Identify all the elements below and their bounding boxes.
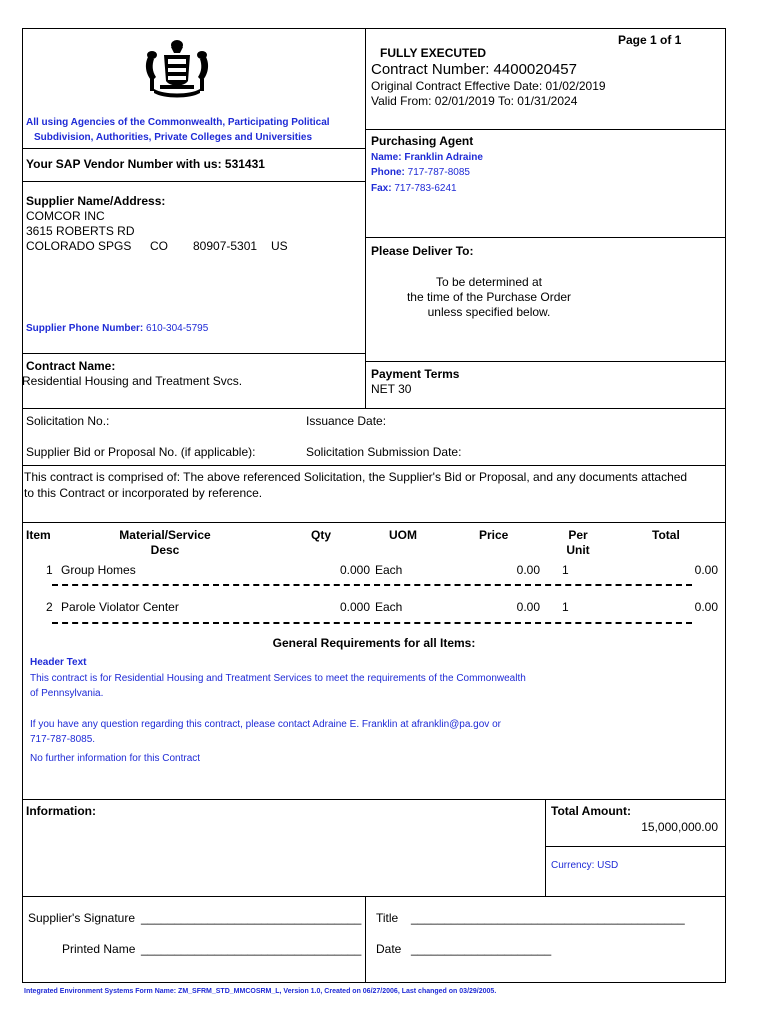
header-text-label: Header Text: [30, 657, 87, 668]
supplier-street: 3615 ROBERTS RD: [26, 224, 135, 238]
general-p2-line-1: If you have any question regarding this contract, please contact Adraine E. Franklin at afranklin@pa.gov or: [30, 719, 501, 730]
divider-currency: [545, 846, 725, 847]
form-border-bottom: [22, 982, 726, 983]
supplier-phone: [26, 323, 208, 334]
signature-label: Supplier's Signature: [28, 911, 136, 925]
form-border-right: [725, 28, 726, 983]
row-2-qty: 0.000: [339, 600, 370, 614]
supplier-phone-label: Supplier Phone Number:: [26, 323, 144, 334]
row-1-qty: 0.000: [339, 563, 370, 577]
supplier-city: COLORADO SPGS: [26, 239, 132, 253]
original-effective-date: Original Contract Effective Date: 01/02/2019: [371, 79, 606, 93]
agent-name-value: Franklin Adraine: [404, 152, 483, 163]
sap-vendor-number: Your SAP Vendor Number with us: 531431: [26, 157, 265, 171]
printed-name-label: Printed Name: [62, 942, 136, 956]
contract-name-value: Residential Housing and Treatment Svcs.: [22, 374, 243, 388]
agent-phone-label: Phone:: [371, 167, 405, 178]
signature-line: _________________________________: [141, 911, 362, 925]
divider-vendor-supplier: [22, 181, 365, 182]
divider-items-header: [22, 522, 726, 523]
row-2-no: 2: [46, 600, 53, 614]
divider-total-amount: [545, 799, 546, 896]
supplier-country: US: [271, 239, 288, 253]
valid-dates: Valid From: 02/01/2019 To: 01/31/2024: [371, 94, 578, 108]
purchasing-agent-title: Purchasing Agent: [371, 134, 474, 148]
status-label: FULLY EXECUTED: [380, 46, 487, 60]
divider-solicitation: [22, 408, 726, 409]
agent-name-label: Name:: [371, 152, 402, 163]
col-header-uom: UOM: [389, 528, 417, 542]
contract-name-label: Contract Name:: [26, 359, 116, 373]
deliver-title: Please Deliver To:: [371, 244, 474, 258]
agent-phone-value: 717-787-8085: [407, 167, 470, 178]
col-header-desc-2: Desc: [150, 543, 180, 557]
row-1-no: 1: [46, 563, 53, 577]
agent-fax-value: 717-783-6241: [394, 183, 457, 194]
row-1-total: 0.00: [694, 563, 718, 577]
payment-terms-value: NET 30: [371, 382, 412, 396]
col-header-per-2: Unit: [566, 543, 590, 557]
agencies-line-1: All using Agencies of the Commonwealth, Participating Political: [26, 117, 330, 128]
row-2-per: 1: [562, 600, 569, 614]
general-requirements-title: General Requirements for all Items:: [272, 636, 476, 650]
row-1-uom: Each: [375, 563, 403, 577]
agent-phone: [371, 167, 470, 178]
date-line: _____________________: [411, 942, 552, 956]
title-line: _________________________________________: [411, 911, 685, 925]
deliver-line-2: the time of the Purchase Order: [406, 290, 572, 304]
row-2-uom: Each: [375, 600, 403, 614]
supplier-phone-value: 610-304-5795: [146, 323, 209, 334]
col-header-total: Total: [652, 528, 680, 542]
supplier-title: Supplier Name/Address:: [26, 194, 166, 208]
divider-signature: [22, 896, 726, 897]
divider-agencies-vendor: [22, 148, 365, 149]
general-p3: No further information for this Contract: [30, 753, 201, 764]
information-label: Information:: [26, 804, 96, 818]
row-2-total: 0.00: [694, 600, 718, 614]
form-footer: Integrated Environment Systems Form Name: ZM_SFRM_STD_MMCOSRM_L, Version 1.0, Created on 06/27/2006, Last changed on 03/29/2005.: [24, 988, 497, 995]
issuance-date: Issuance Date:: [306, 414, 387, 428]
total-amount-value: 15,000,000.00: [641, 820, 718, 834]
row-2-desc: Parole Violator Center: [61, 600, 179, 614]
deliver-line-1: To be determined at: [435, 275, 543, 289]
divider-signature-middle: [365, 896, 366, 982]
general-p1-line-2: of Pennsylvania.: [30, 688, 104, 699]
general-p1-line-1: This contract is for Residential Housing and Treatment Services to meet the requirements of the Commonwealth: [30, 673, 526, 684]
top-section-divider: [365, 28, 366, 408]
contract-number: Contract Number: 4400020457: [371, 61, 577, 78]
form-border-left: [22, 28, 23, 983]
col-header-item: Item: [26, 528, 51, 542]
divider-comprised: [22, 465, 726, 466]
divider-information: [22, 799, 726, 800]
total-amount-label: Total Amount:: [551, 804, 631, 818]
divider-agent-deliver: [365, 237, 725, 238]
supplier-name: COMCOR INC: [26, 209, 105, 223]
deliver-line-3: unless specified below.: [427, 305, 551, 319]
comprised-line-1: This contract is comprised of: The above referenced Solicitation, the Supplier's Bid or Proposal, and any documents attached: [24, 470, 688, 484]
divider-header-agent: [365, 129, 725, 130]
agent-fax: [371, 183, 457, 194]
row-2-price: 0.00: [516, 600, 540, 614]
supplier-state: CO: [150, 239, 168, 253]
divider-deliver-payment: [365, 361, 725, 362]
agent-name: [371, 152, 483, 163]
comprised-line-2: to this Contract or incorporated by reference.: [24, 486, 263, 500]
col-header-per-1: Per: [568, 528, 588, 542]
supplier-zip: 80907-5301: [193, 239, 258, 253]
row-separator-1: [52, 584, 692, 586]
col-header-qty: Qty: [311, 528, 332, 542]
agent-fax-label: Fax:: [371, 183, 392, 194]
payment-terms-label: Payment Terms: [371, 367, 460, 381]
row-1-price: 0.00: [516, 563, 540, 577]
agencies-line-2: Subdivision, Authorities, Private Colleges and Universities: [34, 132, 313, 143]
pennsylvania-seal-icon: [140, 37, 214, 99]
row-1-per: 1: [562, 563, 569, 577]
row-separator-2: [52, 622, 692, 624]
solicitation-no: Solicitation No.:: [26, 414, 110, 428]
printed-name-line: _________________________________: [141, 942, 362, 956]
col-header-price: Price: [479, 528, 509, 542]
row-1-desc: Group Homes: [61, 563, 136, 577]
submission-date: Solicitation Submission Date:: [306, 445, 462, 459]
date-label: Date: [376, 942, 402, 956]
title-label: Title: [376, 911, 399, 925]
general-p2-line-2: 717-787-8085.: [30, 734, 96, 745]
form-border-top: [22, 28, 726, 29]
divider-supplier-contract: [22, 353, 365, 354]
currency: Currency: USD: [551, 860, 619, 871]
page-number: Page 1 of 1: [618, 33, 682, 47]
supplier-bid-no: Supplier Bid or Proposal No. (if applicable):: [26, 445, 256, 459]
col-header-desc-1: Material/Service: [119, 528, 211, 542]
